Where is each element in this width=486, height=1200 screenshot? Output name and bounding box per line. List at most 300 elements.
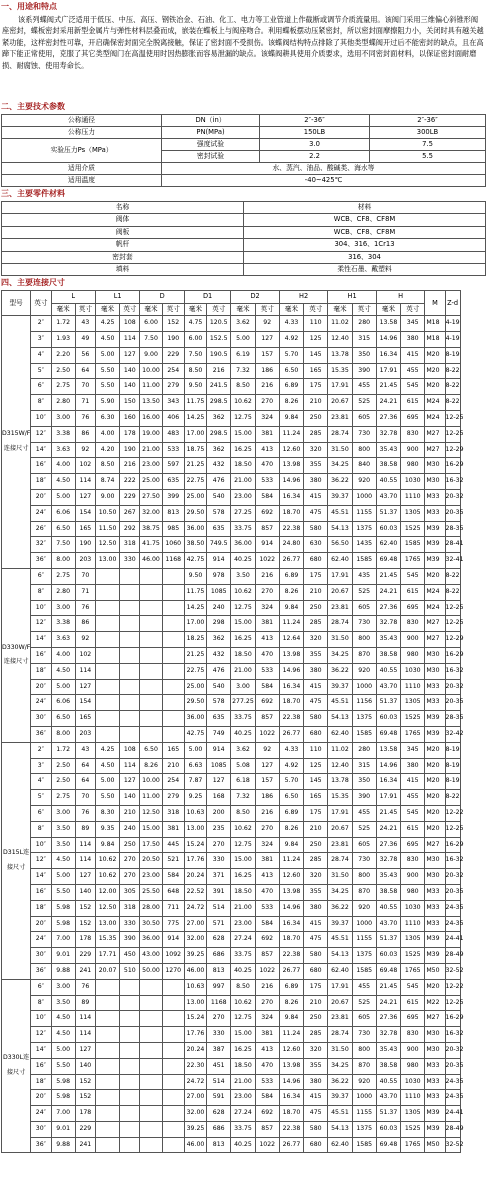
cell: 5.00 [51, 679, 75, 695]
cell: 3.62 [231, 316, 255, 332]
cell [162, 632, 184, 648]
cell: 35.43 [376, 632, 400, 648]
cell: 914 [255, 537, 279, 553]
cell: 686 [207, 1121, 231, 1137]
cell: 1585 [401, 537, 425, 553]
cell: M30 [425, 1042, 445, 1058]
cell: 857 [255, 948, 279, 964]
cell: 1305 [401, 932, 425, 948]
cell: 355 [304, 647, 328, 663]
cell: 12″ [31, 853, 51, 869]
cell: 21.25 [184, 458, 206, 474]
cell: 381 [255, 426, 279, 442]
cell: 23.81 [328, 600, 352, 616]
column-header: 型号 [2, 291, 31, 316]
cell: 36″ [31, 726, 51, 742]
cell: 5.00 [231, 332, 255, 348]
cell: 35.43 [376, 869, 400, 885]
cell [120, 1106, 140, 1122]
table-row [2, 505, 485, 521]
cell: 200 [207, 805, 231, 821]
cell: 318 [120, 537, 140, 553]
cell: 35.43 [376, 1042, 400, 1058]
cell: 70 [75, 569, 95, 585]
cell: 40.25 [231, 1137, 255, 1153]
table-row [2, 1137, 485, 1153]
cell: 5.00 [51, 869, 75, 885]
cell: 1.93 [51, 332, 75, 348]
cell [140, 679, 162, 695]
cell: 8″ [31, 995, 51, 1011]
cell: 18.50 [231, 458, 255, 474]
cell [95, 584, 119, 600]
cell: M33 [425, 916, 445, 932]
cell: 21.00 [231, 474, 255, 490]
cell: 18.70 [279, 1106, 303, 1122]
cell: 5.70 [279, 347, 303, 363]
cell [162, 1074, 184, 1090]
table-row [2, 442, 485, 458]
cell: 13.50 [140, 395, 162, 411]
cell: 24″ [31, 1106, 51, 1122]
cell: 1155 [352, 505, 376, 521]
cell: 3.38 [51, 426, 75, 442]
cell: 12.50 [95, 900, 119, 916]
cell: 455 [352, 805, 376, 821]
cell: 635 [207, 521, 231, 537]
cell: 5.70 [279, 774, 303, 790]
usage-paragraph: 该系列蝶阀式广泛适用于低压、中压、高压、钢铁冶金、石油、化工、电力等工业管道上作截断或调节介质流量用。该阀门采用三维偏心斜锥形阀座密封，蝶板密封采用新型金属片与弹性材料层叠而成，嵌装在蝶板上与阀座吻合。利用蝶板摆动压紧密封，所以密封面摩擦阻力小，关闭时具有越关越紧功能，这样密封性可靠，开启确保密封面完全脱离接触，保证了密封面不受损伤。该蝶阀结构特点排除了其他类型蝶阀开过后不能密封的缺点，且在高蹄下能正常使用，克服了其它类型阀门在高温使用时因热膨胀而容易泄漏的缺点。该蝶阀耕具使用介质要求，选用不同密封面材料，以保证密封面耐磨损、耐腐蚀、使用寿命长。 [2, 15, 484, 70]
cell: 18.50 [231, 884, 255, 900]
cell: 298.5 [207, 395, 231, 411]
cell: 18.75 [184, 442, 206, 458]
cell: 315 [352, 758, 376, 774]
cell: 26″ [31, 521, 51, 537]
cell: 108 [120, 742, 140, 758]
cell: 1375 [352, 521, 376, 537]
cell: 4.25 [95, 316, 119, 332]
cell: 525 [352, 821, 376, 837]
cell: 8-19 [445, 742, 460, 758]
cell: 12″ [31, 426, 51, 442]
cell: 16.00 [140, 411, 162, 427]
cell: 29.50 [184, 695, 206, 711]
table-row [2, 127, 486, 139]
cell: 371 [207, 869, 231, 885]
cell: 628 [207, 1106, 231, 1122]
cell: 24″ [31, 695, 51, 711]
cell: 22.30 [184, 1058, 206, 1074]
cell: 86 [75, 616, 95, 632]
cell: 18″ [31, 474, 51, 490]
cell: 28-41 [445, 537, 460, 553]
cell: 12-25 [445, 600, 460, 616]
cell: 343 [162, 395, 184, 411]
cell: 270 [255, 821, 279, 837]
cell: 285 [304, 1027, 328, 1043]
cell: 635 [162, 474, 184, 490]
cell: 1085 [207, 758, 231, 774]
cell: 330 [120, 553, 140, 569]
column-header: L1 [95, 291, 139, 303]
cell: M33 [425, 490, 445, 506]
cell: 14″ [31, 869, 51, 885]
cell: 285 [304, 426, 328, 442]
cell: 36.00 [231, 537, 255, 553]
cell: 24″ [31, 932, 51, 948]
cell: 186 [255, 363, 279, 379]
cell: 6.00 [184, 332, 206, 348]
cell: 210 [120, 805, 140, 821]
cell: 280 [352, 742, 376, 758]
cell: 175 [304, 805, 328, 821]
cell: 4.92 [279, 758, 303, 774]
cell: 628 [207, 932, 231, 948]
cell: 11.24 [279, 853, 303, 869]
cell: 23.00 [231, 1090, 255, 1106]
table-row [2, 553, 485, 569]
cell: 292 [120, 521, 140, 537]
cell: 210 [304, 821, 328, 837]
cell: 1110 [401, 679, 425, 695]
cell: M50 [425, 1137, 445, 1153]
table-row [2, 616, 485, 632]
cell: 27.25 [231, 505, 255, 521]
unit-header-mm: 毫米 [328, 303, 352, 315]
cell: 8.26 [279, 584, 303, 600]
cell: 36.22 [328, 663, 352, 679]
cell: 1155 [352, 1106, 376, 1122]
cell: 11.02 [328, 742, 352, 758]
table-row [2, 963, 485, 979]
cell: 20-32 [445, 869, 460, 885]
cell: 8″ [31, 584, 51, 600]
cell: 140 [75, 1058, 95, 1074]
cell: 17.76 [184, 853, 206, 869]
cell [95, 695, 119, 711]
cell: 26.77 [279, 1137, 303, 1153]
cell: 32-41 [445, 553, 460, 569]
cell: 920 [352, 663, 376, 679]
cell: 16-32 [445, 1027, 460, 1043]
cell: 2″ [31, 742, 51, 758]
cell: 380 [304, 663, 328, 679]
cell: 110 [304, 742, 328, 758]
part-name: 填料 [2, 264, 244, 276]
cell: 7.32 [231, 790, 255, 806]
cell [120, 1090, 140, 1106]
cell: 9.88 [51, 1137, 75, 1153]
cell: 31.50 [328, 1042, 352, 1058]
cell: 7.87 [184, 774, 206, 790]
cell: 1156 [352, 695, 376, 711]
cell: 476 [207, 663, 231, 679]
cell: 12-25 [445, 426, 460, 442]
cell [95, 632, 119, 648]
cell: 813 [207, 1137, 231, 1153]
cell: 154 [75, 505, 95, 521]
cell: 114 [75, 837, 95, 853]
cell: 160 [120, 411, 140, 427]
cell: 12-25 [445, 821, 460, 837]
cell: 24.72 [184, 1074, 206, 1090]
cell: 270 [255, 395, 279, 411]
cell [95, 616, 119, 632]
cell: 8.50 [231, 805, 255, 821]
cell: 24.21 [376, 821, 400, 837]
cell: M33 [425, 1074, 445, 1090]
table-row [2, 711, 485, 727]
cell: 51.37 [376, 505, 400, 521]
part-name: 密封套 [2, 251, 244, 263]
cell: 43 [75, 316, 95, 332]
cell: M30 [425, 458, 445, 474]
cell: 16.25 [231, 869, 255, 885]
cell: 580 [304, 521, 328, 537]
column-header: H2 [279, 291, 328, 303]
cell: M39 [425, 521, 445, 537]
table-row [2, 884, 485, 900]
cell: 25.50 [140, 884, 162, 900]
cell: 11.24 [279, 616, 303, 632]
cell: 11.00 [140, 790, 162, 806]
cell: 320 [304, 442, 328, 458]
cell: 362 [207, 411, 231, 427]
cell: 8.26 [140, 758, 162, 774]
cell: 15.24 [184, 1011, 206, 1027]
table-row [2, 490, 485, 506]
cell: 1525 [401, 711, 425, 727]
cell: 1022 [255, 553, 279, 569]
cell: 19.00 [140, 426, 162, 442]
cell: 12.50 [95, 537, 119, 553]
cell: 70 [75, 379, 95, 395]
cell: 30.50 [140, 916, 162, 932]
cell: 241 [75, 1137, 95, 1153]
cell: M30 [425, 647, 445, 663]
cell: 415 [304, 679, 328, 695]
cell: 510 [120, 963, 140, 979]
cell: 21.25 [184, 647, 206, 663]
cell [120, 632, 140, 648]
cell: 6″ [31, 979, 51, 995]
cell: 33.75 [231, 711, 255, 727]
cell: 40.55 [376, 474, 400, 490]
cell: 40.55 [376, 900, 400, 916]
cell: 1525 [401, 1121, 425, 1137]
cell: 24.72 [184, 900, 206, 916]
cell: 20-32 [445, 1042, 460, 1058]
cell: 33.75 [231, 948, 255, 964]
cell: 12.64 [279, 632, 303, 648]
cell: 580 [304, 948, 328, 964]
cell: 15.35 [328, 363, 352, 379]
part-name: 帆杆 [2, 239, 244, 251]
cell: 120.5 [207, 316, 231, 332]
cell: 16-29 [445, 837, 460, 853]
cell: 5″ [31, 363, 51, 379]
cell: 27.50 [140, 490, 162, 506]
cell: 216 [255, 379, 279, 395]
cell: 9.25 [184, 790, 206, 806]
cell: 1375 [352, 711, 376, 727]
table-row [2, 853, 485, 869]
cell: 27.36 [376, 837, 400, 853]
cell: 43.70 [376, 679, 400, 695]
cell: 813 [207, 963, 231, 979]
cell [162, 695, 184, 711]
cell [162, 584, 184, 600]
table-row [2, 869, 485, 885]
cell: 168 [207, 790, 231, 806]
cell: 22.38 [279, 521, 303, 537]
cell: 16″ [31, 1058, 51, 1074]
cell: 22.52 [184, 884, 206, 900]
cell: 150 [120, 395, 140, 411]
cell: 114 [75, 474, 95, 490]
cell: 380 [304, 900, 328, 916]
cell: 24-41 [445, 1106, 460, 1122]
cell: 16-29 [445, 647, 460, 663]
cell: 24.21 [376, 584, 400, 600]
cell: M24 [425, 411, 445, 427]
cell: 381 [255, 616, 279, 632]
cell: 241 [75, 963, 95, 979]
param-label: 实验压力Ps（MPa） [2, 139, 162, 163]
cell: 3.00 [51, 979, 75, 995]
cell: 10″ [31, 1011, 51, 1027]
cell: 5.98 [51, 916, 75, 932]
model-label: D315W/F连接尺寸 [2, 316, 31, 569]
cell: 69.48 [376, 726, 400, 742]
cell [162, 647, 184, 663]
table-row [2, 837, 485, 853]
cell: 127 [255, 332, 279, 348]
unit-header-mm: 毫米 [95, 303, 119, 315]
cell: 318 [162, 805, 184, 821]
cell: 40.25 [231, 963, 255, 979]
cell: 6.89 [279, 379, 303, 395]
cell: 18.70 [279, 505, 303, 521]
cell: M33 [425, 900, 445, 916]
cell: 1525 [401, 521, 425, 537]
cell: 17.00 [184, 426, 206, 442]
cell: 32.00 [184, 932, 206, 948]
cell: 250 [304, 1011, 328, 1027]
param-value: 3.0 [260, 139, 370, 151]
cell: 270 [255, 584, 279, 600]
cell: 16.25 [231, 442, 255, 458]
cell [140, 1137, 162, 1153]
param-value: 2″-36″ [370, 115, 486, 127]
cell: 127 [75, 679, 95, 695]
table-row [2, 1042, 485, 1058]
cell: 20.67 [328, 995, 352, 1011]
cell: 17.91 [376, 790, 400, 806]
cell: 6.50 [279, 363, 303, 379]
cell [95, 1074, 119, 1090]
cell: 9.88 [51, 963, 75, 979]
cell [95, 711, 119, 727]
cell: 324 [255, 837, 279, 853]
cell [95, 1011, 119, 1027]
cell: 20-35 [445, 884, 460, 900]
table-row [2, 632, 485, 648]
cell: 36.00 [140, 932, 162, 948]
cell: 391 [207, 884, 231, 900]
cell: 13.78 [328, 347, 352, 363]
cell: 4.33 [279, 316, 303, 332]
table-row [2, 537, 485, 553]
cell: 920 [352, 1074, 376, 1090]
table-row [2, 663, 485, 679]
cell: 203 [75, 726, 95, 742]
cell: 12-25 [445, 616, 460, 632]
cell: 40.55 [376, 663, 400, 679]
cell: 406 [162, 411, 184, 427]
cell: 27.36 [376, 1011, 400, 1027]
cell [95, 1137, 119, 1153]
cell: 140 [75, 884, 95, 900]
cell: 12-29 [445, 442, 460, 458]
cell: 4.00 [51, 647, 75, 663]
cell: 32.78 [376, 1027, 400, 1043]
cell: 12.60 [279, 869, 303, 885]
table-row [2, 948, 485, 964]
cell: M30 [425, 1027, 445, 1043]
cell: 17.50 [140, 837, 162, 853]
cell: 8.00 [51, 726, 75, 742]
cell: 28.74 [328, 1027, 352, 1043]
cell: 9.35 [95, 821, 119, 837]
section-title-tech-params: 二、主要技术参数 [1, 102, 65, 111]
cell: 28.74 [328, 853, 352, 869]
cell: 5.98 [51, 1090, 75, 1106]
table-row [2, 979, 485, 995]
cell: 800 [352, 1042, 376, 1058]
cell: 1305 [401, 1106, 425, 1122]
cell: 114 [75, 1011, 95, 1027]
cell: 3.50 [51, 821, 75, 837]
cell: 20-32 [445, 490, 460, 506]
cell: 692 [255, 505, 279, 521]
cell [120, 600, 140, 616]
cell: 8.74 [95, 474, 119, 490]
cell: 15.00 [231, 426, 255, 442]
table-row [2, 347, 485, 363]
cell: 34.25 [328, 1058, 352, 1074]
cell: 18″ [31, 900, 51, 916]
cell: 12.60 [279, 1042, 303, 1058]
cell: 60.03 [376, 948, 400, 964]
cell: 1525 [401, 948, 425, 964]
cell: 190 [120, 442, 140, 458]
cell: 390 [352, 363, 376, 379]
cell: M20 [425, 790, 445, 806]
cell: M33 [425, 505, 445, 521]
cell: 14.96 [279, 1074, 303, 1090]
cell: 8-19 [445, 774, 460, 790]
cell: 2.75 [51, 379, 75, 395]
cell: 432 [207, 647, 231, 663]
cell: 14.96 [376, 332, 400, 348]
cell [140, 711, 162, 727]
cell: 76 [75, 411, 95, 427]
cell: 21.00 [140, 442, 162, 458]
cell: 28.74 [328, 426, 352, 442]
cell: 18.25 [184, 632, 206, 648]
cell: 630 [304, 537, 328, 553]
